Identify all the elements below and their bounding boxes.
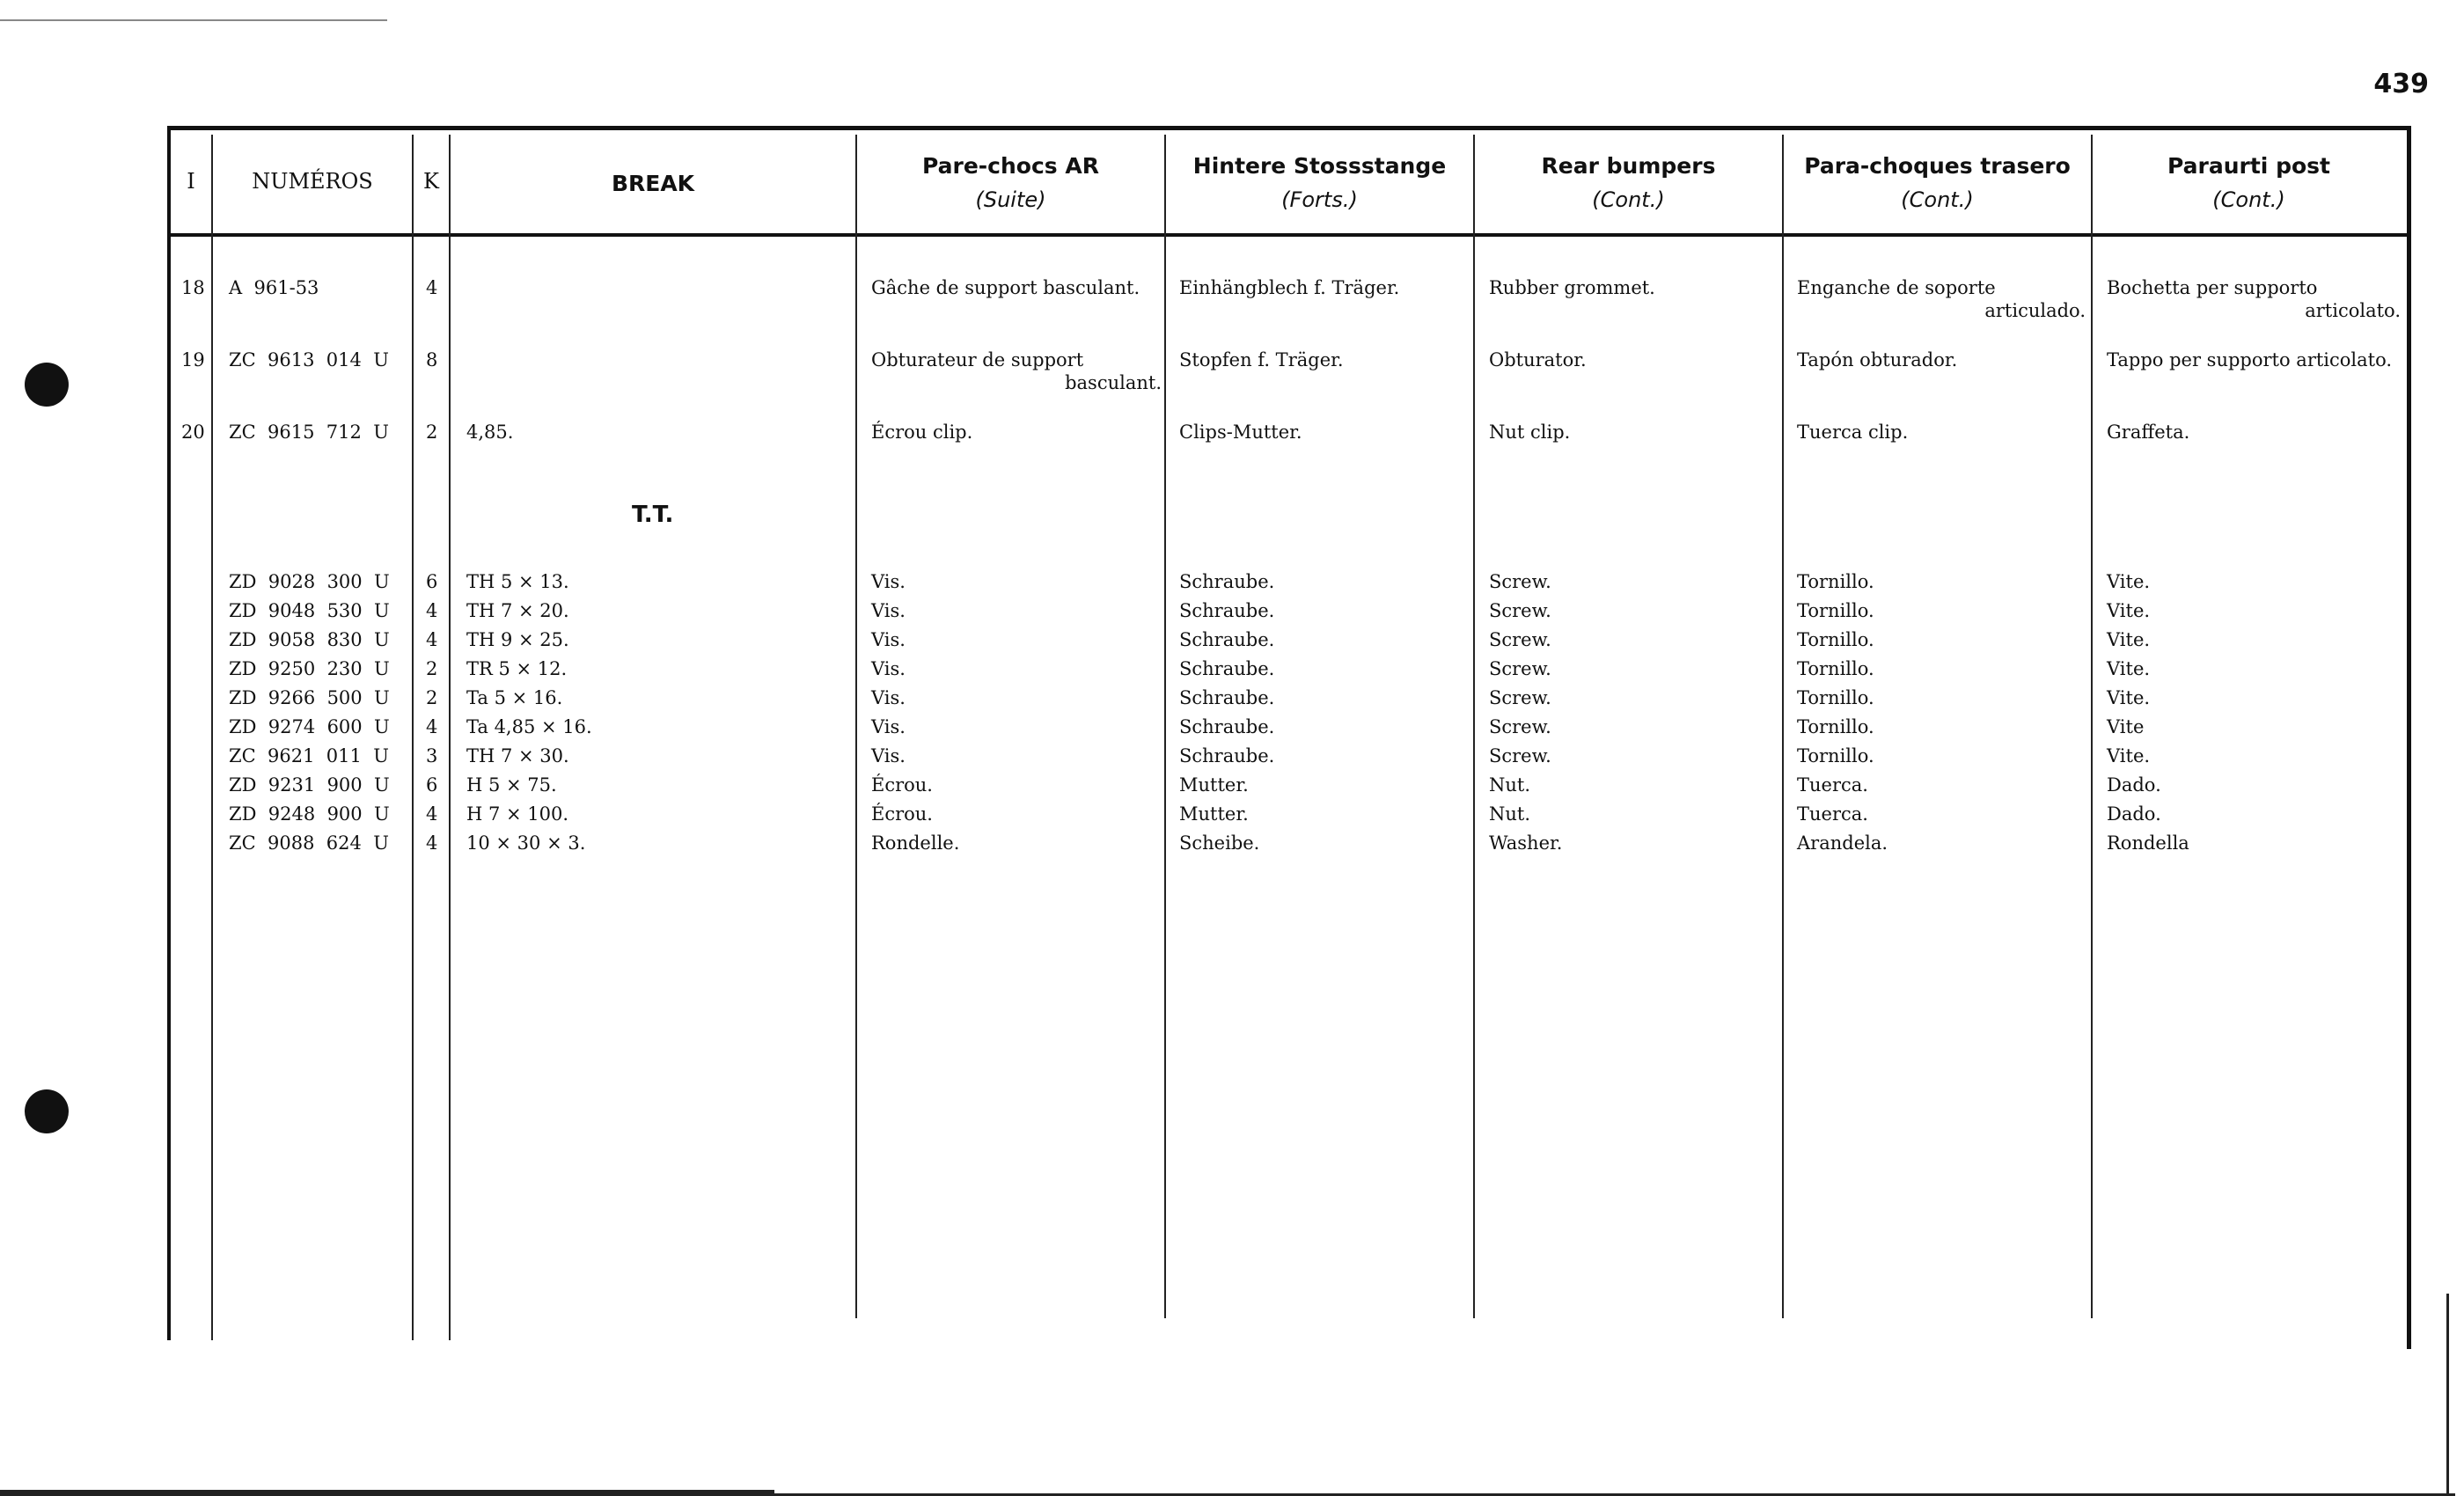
tt-row-es: Tuerca. <box>1797 774 1868 796</box>
tt-row-num: ZD 9231 900 U <box>229 774 390 796</box>
tt-row-brk: H 7 × 100. <box>466 803 569 825</box>
tt-row-de: Schraube. <box>1179 687 1275 708</box>
tt-row-de: Schraube. <box>1179 716 1275 737</box>
tt-row-k: 4 <box>426 600 438 621</box>
column-rule <box>855 135 857 1318</box>
tt-row-es: Tornillo. <box>1797 687 1874 708</box>
header-k: K <box>423 169 439 194</box>
tt-row-es: Tuerca. <box>1797 803 1868 825</box>
tt-row-fr: Vis. <box>871 658 906 679</box>
header-en: Rear bumpers (Cont.) <box>1541 153 1716 212</box>
tt-row-fr: Rondelle. <box>871 832 960 854</box>
tt-row-k: 4 <box>426 832 438 854</box>
row-20-it: Graffeta. <box>2107 422 2190 443</box>
tt-row-fr: Écrou. <box>871 803 933 825</box>
tt-row-es: Tornillo. <box>1797 745 1874 766</box>
row-18-k: 4 <box>426 277 438 298</box>
tt-row-num: ZD 9250 230 U <box>229 658 390 679</box>
page-number: 439 <box>2373 69 2429 99</box>
tt-row-de: Schraube. <box>1179 600 1275 621</box>
tt-row-fr: Vis. <box>871 600 906 621</box>
tt-row-num: ZD 9048 530 U <box>229 600 390 621</box>
tt-row-fr: Vis. <box>871 571 906 592</box>
tt-row-it: Vite. <box>2107 658 2151 679</box>
tt-row-es: Arandela. <box>1797 832 1888 854</box>
row-20-break: 4,85. <box>466 422 514 443</box>
table-left-rule <box>167 126 171 1340</box>
row-19-number: ZC 9613 014 U <box>229 349 389 370</box>
tt-row-brk: Ta 4,85 × 16. <box>466 716 592 737</box>
tt-row-es: Tornillo. <box>1797 658 1874 679</box>
tt-row-k: 6 <box>426 774 438 796</box>
row-18-en: Rubber grommet. <box>1489 277 1655 298</box>
header-separator <box>167 233 2407 237</box>
section-label-tt: T.T. <box>632 502 674 528</box>
row-20-k: 2 <box>426 422 438 443</box>
tt-row-num: ZD 9058 830 U <box>229 629 390 650</box>
tt-row-brk: 10 × 30 × 3. <box>466 832 586 854</box>
tt-row-fr: Vis. <box>871 745 906 766</box>
tt-row-k: 2 <box>426 687 438 708</box>
tt-row-brk: TH 7 × 20. <box>466 600 569 621</box>
header-es: Para-choques trasero (Cont.) <box>1804 153 2071 212</box>
tt-row-brk: TH 7 × 30. <box>466 745 569 766</box>
tt-row-en: Screw. <box>1489 658 1551 679</box>
tt-row-es: Tornillo. <box>1797 600 1874 621</box>
row-19-en: Obturator. <box>1489 349 1587 370</box>
tt-row-de: Mutter. <box>1179 803 1249 825</box>
tt-row-k: 4 <box>426 716 438 737</box>
tt-row-de: Schraube. <box>1179 745 1275 766</box>
tt-row-fr: Écrou. <box>871 774 933 796</box>
header-de: Hintere Stossstange (Forts.) <box>1192 153 1447 212</box>
row-19-k: 8 <box>426 349 438 370</box>
tt-row-es: Tornillo. <box>1797 629 1874 650</box>
right-edge-rule <box>2446 1294 2449 1493</box>
tt-row-es: Tornillo. <box>1797 571 1874 592</box>
tt-row-en: Screw. <box>1489 600 1551 621</box>
column-rule <box>412 135 414 1340</box>
tt-row-de: Mutter. <box>1179 774 1249 796</box>
header-fr: Pare-chocs AR (Suite) <box>922 153 1099 212</box>
tt-row-it: Dado. <box>2107 774 2161 796</box>
tt-row-k: 4 <box>426 629 438 650</box>
tt-row-it: Vite. <box>2107 687 2151 708</box>
tt-row-it: Rondella <box>2107 832 2189 854</box>
tt-row-en: Screw. <box>1489 716 1551 737</box>
tt-row-num: ZD 9028 300 U <box>229 571 390 592</box>
tt-row-it: Vite. <box>2107 629 2151 650</box>
tt-row-k: 3 <box>426 745 438 766</box>
tt-row-de: Schraube. <box>1179 571 1275 592</box>
tt-row-fr: Vis. <box>871 716 906 737</box>
tt-row-num: ZC 9088 624 U <box>229 832 389 854</box>
row-18-de: Einhängblech f. Träger. <box>1179 277 1400 298</box>
row-19-it: Tappo per supporto articolato. <box>2107 349 2393 370</box>
tt-row-num: ZC 9621 011 U <box>229 745 389 766</box>
tt-row-fr: Vis. <box>871 687 906 708</box>
tt-row-en: Screw. <box>1489 687 1551 708</box>
header-numeros: NUMÉROS <box>252 169 373 194</box>
row-20-es: Tuerca clip. <box>1797 422 1909 443</box>
tt-row-en: Nut. <box>1489 774 1531 796</box>
tt-row-en: Screw. <box>1489 629 1551 650</box>
tt-row-num: ZD 9274 600 U <box>229 716 390 737</box>
header-i: I <box>187 169 195 194</box>
tt-row-de: Schraube. <box>1179 658 1275 679</box>
column-rule <box>1473 135 1475 1318</box>
top-rule <box>0 19 387 21</box>
column-rule <box>1164 135 1166 1318</box>
column-rule <box>2091 135 2093 1318</box>
punch-hole-bottom <box>25 1089 69 1133</box>
tt-row-num: ZD 9266 500 U <box>229 687 390 708</box>
row-20-i: 20 <box>181 422 205 443</box>
row-19-i: 19 <box>181 349 205 370</box>
table-right-rule <box>2407 126 2411 1349</box>
column-rule <box>1782 135 1784 1318</box>
tt-row-brk: TH 9 × 25. <box>466 629 569 650</box>
row-19-es: Tapón obturador. <box>1797 349 1958 370</box>
row-18-fr: Gâche de support basculant. <box>871 277 1140 298</box>
header-it: Paraurti post (Cont.) <box>2167 153 2330 212</box>
row-18-number: A 961-53 <box>229 277 319 298</box>
row-19-de: Stopfen f. Träger. <box>1179 349 1344 370</box>
tt-row-brk: TH 5 × 13. <box>466 571 569 592</box>
tt-row-k: 2 <box>426 658 438 679</box>
tt-row-k: 6 <box>426 571 438 592</box>
column-rule <box>449 135 451 1340</box>
tt-row-it: Vite <box>2107 716 2145 737</box>
tt-row-en: Screw. <box>1489 745 1551 766</box>
tt-row-num: ZD 9248 900 U <box>229 803 390 825</box>
tt-row-fr: Vis. <box>871 629 906 650</box>
tt-row-de: Schraube. <box>1179 629 1275 650</box>
row-20-en: Nut clip. <box>1489 422 1571 443</box>
header-break: BREAK <box>611 171 695 196</box>
tt-row-en: Washer. <box>1489 832 1563 854</box>
row-18-es: Enganche de soporte articulado. <box>1797 277 2086 321</box>
tt-row-it: Vite. <box>2107 745 2151 766</box>
tt-row-brk: Ta 5 × 16. <box>466 687 563 708</box>
tt-row-de: Scheibe. <box>1179 832 1260 854</box>
tt-row-it: Vite. <box>2107 600 2151 621</box>
tt-row-es: Tornillo. <box>1797 716 1874 737</box>
column-rule <box>211 135 213 1340</box>
tt-row-it: Vite. <box>2107 571 2151 592</box>
row-18-i: 18 <box>181 277 205 298</box>
row-20-fr: Écrou clip. <box>871 422 973 443</box>
tt-row-it: Dado. <box>2107 803 2161 825</box>
tt-row-brk: H 5 × 75. <box>466 774 557 796</box>
punch-hole-top <box>25 363 69 407</box>
tt-row-k: 4 <box>426 803 438 825</box>
tt-row-en: Nut. <box>1489 803 1531 825</box>
row-20-number: ZC 9615 712 U <box>229 422 389 443</box>
row-18-it: Bochetta per supporto articolato. <box>2107 277 2401 321</box>
tt-row-brk: TR 5 × 12. <box>466 658 568 679</box>
row-20-de: Clips-Mutter. <box>1179 422 1302 443</box>
row-19-fr: Obturateur de support basculant. <box>871 349 1162 393</box>
tt-row-en: Screw. <box>1489 571 1551 592</box>
table-top-rule <box>167 126 2411 130</box>
